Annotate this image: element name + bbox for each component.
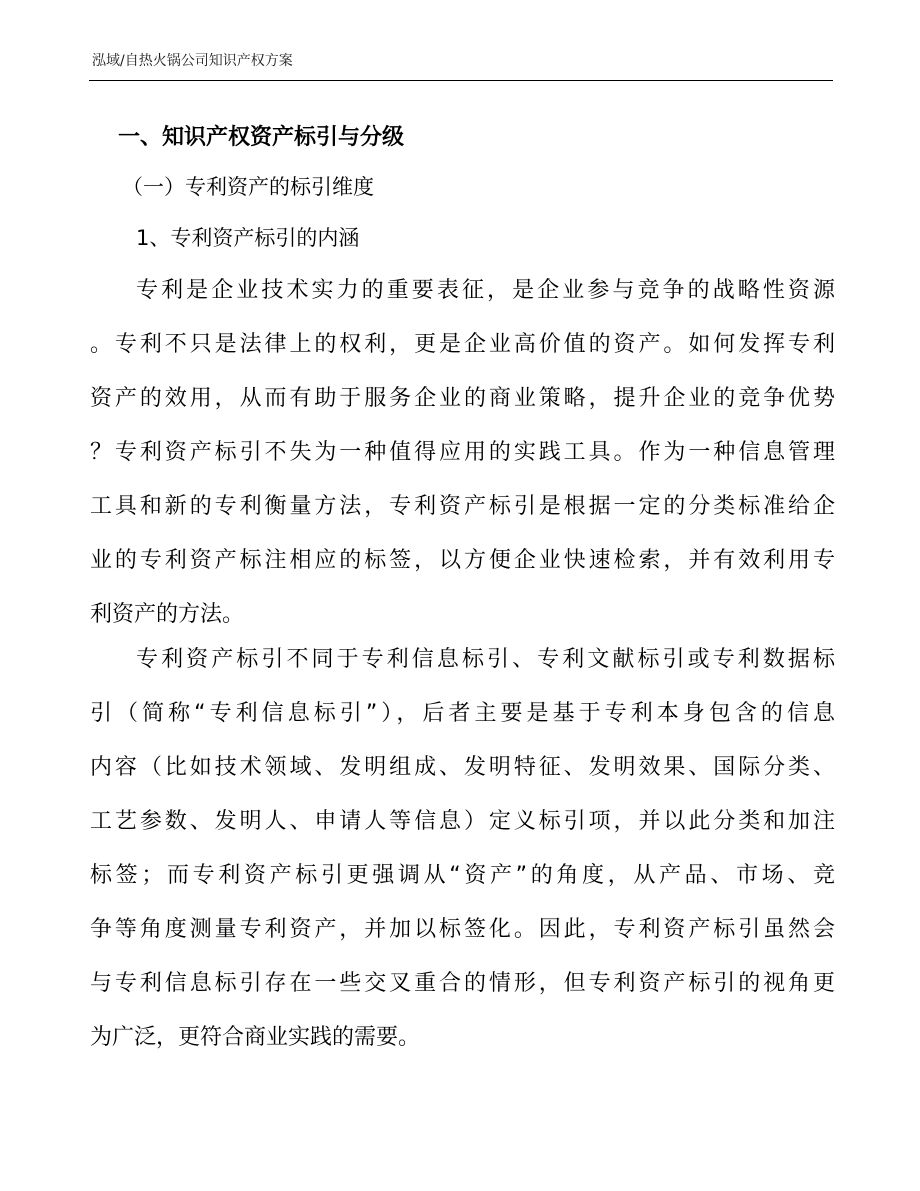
running-header: 泓域/自热火锅公司知识产权方案 [92, 53, 293, 69]
paragraph-line: 业的专利资产标注相应的标签，以方便企业快速检索，并有效利用专 [90, 548, 835, 573]
paragraph-line: 与专利信息标引存在一些交叉重合的情形，但专利资产标引的视角更 [90, 971, 835, 996]
paragraph-line: 专利是企业技术实力的重要表征，是企业参与竞争的战略性资源 [136, 278, 835, 303]
subsection-heading: （一）专利资产的标引维度 [122, 175, 374, 199]
paragraph-line: 工艺参数、发明人、申请人等信息）定义标引项，并以此分类和加注 [90, 809, 835, 834]
paragraph-line: 利资产的方法。 [90, 602, 245, 627]
paragraph-line: 标签；而专利资产标引更强调从“资产”的角度，从产品、市场、竞 [90, 863, 835, 888]
paragraph-line: 工具和新的专利衡量方法，专利资产标引是根据一定的分类标准给企 [90, 494, 835, 519]
section-heading: 一、知识产权资产标引与分级 [118, 125, 405, 150]
paragraph-line: 专利资产标引不同于专利信息标引、专利文献标引或专利数据标 [136, 647, 835, 672]
paragraph-line: 引（简称“专利信息标引”），后者主要是基于专利本身包含的信息 [90, 701, 835, 726]
paragraph-line: 为广泛，更符合商业实践的需要。 [90, 1025, 421, 1050]
paragraph-line: 。专利不只是法律上的权利，更是企业高价值的资产。如何发挥专利 [90, 332, 835, 357]
paragraph-line: 资产的效用，从而有助于服务企业的商业策略，提升企业的竞争优势 [90, 386, 835, 411]
paragraph-line: 争等角度测量专利资产，并加以标签化。因此，专利资产标引虽然会 [90, 917, 835, 942]
paragraph-line: ？专利资产标引不失为一种值得应用的实践工具。作为一种信息管理 [90, 440, 835, 465]
sub-subsection-heading: 1、专利资产标引的内涵 [136, 226, 360, 250]
header-divider [89, 80, 833, 81]
paragraph-line: 内容（比如技术领域、发明组成、发明特征、发明效果、国际分类、 [90, 755, 835, 780]
